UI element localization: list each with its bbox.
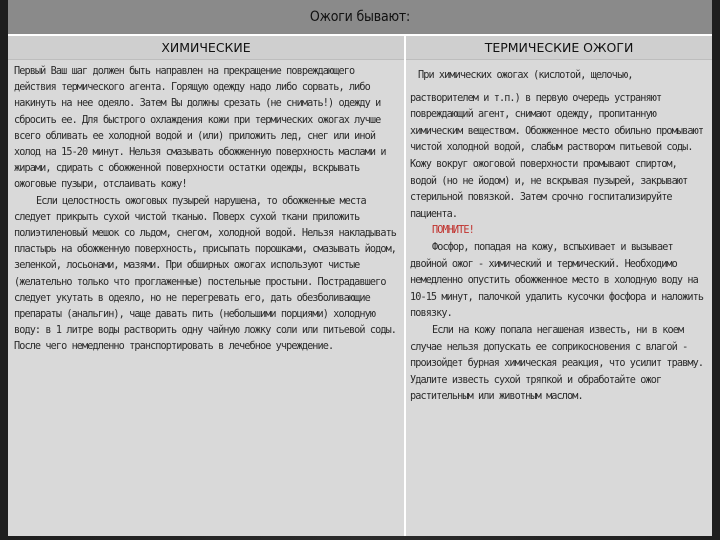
column-header-thermal: ТЕРМИЧЕСКИЕ ОЖОГИ (484, 40, 634, 55)
thermal-paragraph-1: растворителем и т.п.) в первую очередь устраняют повреждающий агент, снимают одежду, пропитанную химическим веществом. Обожженное место обильно промывают чистой холодной водой, слабым раствором питьевой соды. Кожу вокруг ожоговой поверхности промывают спиртом, водой (но не йодом) и, не вскрывая пузырей, закрывают стерильной повязкой. Затем срочно госпитализируйте пациента. (410, 92, 704, 220)
thermal-intro: При химических ожогах (кислотой, щелочью, (418, 70, 633, 81)
thermal-paragraph-phosphorus: Фосфор, попадая на кожу, вспыхивает и вызывает двойной ожог - химический и термический. Необходимо немедленно опустить обожженное место в холодную воду на 10-15 минут, палочкой удалить кусочки фосфора и наложить повязку. (410, 241, 704, 320)
thermal-column-text (410, 68, 708, 406)
column-header-row (8, 36, 712, 60)
remember-note: ПОМНИТЕ! (432, 225, 474, 237)
chemical-paragraph-2: Если целостность ожоговых пузырей нарушена, то обожженные места следует прикрыть сухой чистой тканью. Поверх сухой ткани приложить полиэтиленовый мешок со льдом, снегом, холодной водой. Нельзя накладывать пластырь на обожженную поверхность, присыпать порошками, смазывать йодом, зеленкой, лосьонами, мазями. При обширных ожогах используют чистые (желательно только что проглаженные) постельные простыни. Пострадавшего следует укутать в одеяло, но не перегревать его, дать обезболивающие препараты (анальгин), чаще давать пить (небольшими порциями) холодную воду: в 1 литре воды растворить одну чайную ложку соли или питьевой соды. После чего немедленно транспортировать в лечебное учреждение. (14, 195, 397, 353)
chemical-column-text (14, 64, 398, 356)
title-row (8, 0, 712, 36)
burns-table (8, 0, 712, 536)
chemical-paragraph-1: Первый Ваш шаг должен быть направлен на прекращение повреждающего действия термического агента. Горящую одежду надо либо сорвать, либо накинуть на нее одеяло. Затем Вы должны срезать (не снимать!) одежду и сбросить ее. Для быстрого охлаждения кожи при термических ожогах лучше всего обливать ее холодной водой и (или) приложить лед, снег или иной холод на 15-20 минут. Нельзя смазывать обожженную поверхность маслами и жирами, сдирать с обожженной поверхности остатки одежды, вскрывать ожоговые пузыри, отслаивать кожу! (14, 66, 386, 191)
column-header-chemical: ХИМИЧЕСКИЕ (161, 40, 251, 55)
slide-title: Ожоги бывают: (309, 9, 411, 25)
thermal-paragraph-lime: Если на кожу попала негашеная известь, ни в коем случае нельзя допускать ее соприкосновения с влагой - произойдет бурная химическая реакция, что усилит травму. Удалите известь сухой тряпкой и обработайте ожог растительным или животным маслом. (410, 324, 704, 403)
column-divider (404, 36, 406, 536)
